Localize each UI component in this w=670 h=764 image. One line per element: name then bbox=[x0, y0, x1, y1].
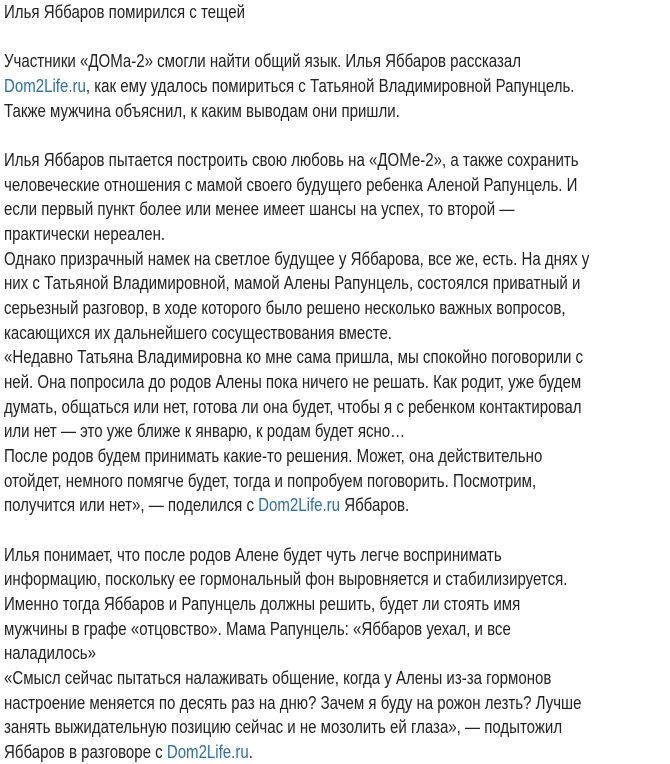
paragraph-line: или нет — это уже ближе к январю, к родам будет ясно… bbox=[4, 421, 406, 441]
paragraph-line: наладилось» bbox=[4, 643, 96, 663]
paragraph-text: , как ему удалось помириться с Татьяной Владимировной Рапунцель. bbox=[85, 76, 575, 96]
paragraph-line: мужчины в графе «отцовство». Мама Рапунцель: «Яббаров уехал, и все bbox=[4, 619, 511, 639]
dom2life-link[interactable]: Dom2Life.ru bbox=[4, 76, 86, 96]
paragraph-line: человеческие отношения с мамой своего будущего ребенка Аленой Рапунцель. И bbox=[4, 175, 578, 195]
paragraph-text: Яббаров. bbox=[340, 495, 410, 515]
paragraph-line: «Недавно Татьяна Владимировна ко мне сама пришла, мы спокойно поговорили с bbox=[4, 347, 584, 367]
paragraph-line: настроение меняется по десять раз на дню? Зачем я буду на рожон лезть? Лучше bbox=[4, 693, 582, 713]
paragraph-line: Именно тогда Яббаров и Рапунцель должны решить, будет ли стоять имя bbox=[4, 594, 521, 614]
paragraph-line: ней. Она попросила до родов Алены пока ничего не решать. Как родит, уже будем bbox=[4, 372, 582, 392]
paragraph-line: серьезный разговор, в ходе которого было решено несколько важных вопросов, bbox=[4, 298, 566, 318]
paragraph-line: думать, общаться или нет, готова ли она будет, чтобы я с ребенком контактировал bbox=[4, 397, 582, 417]
paragraph-line: практически нереален. bbox=[4, 224, 166, 244]
paragraph-line bbox=[4, 740, 253, 764]
paragraph-line: Участники «ДОМа-2» смогли найти общий язык. Илья Яббаров рассказал bbox=[4, 51, 521, 71]
paragraph-line: касающихся их дальнейшего сосуществования вместе. bbox=[4, 323, 392, 343]
dom2life-link[interactable]: Dom2Life.ru bbox=[258, 495, 341, 515]
article-title: Илья Яббаров помирился с тещей bbox=[4, 2, 245, 22]
paragraph-line: Илья Яббаров пытается построить свою любовь на «ДОМе-2», а также сохранить bbox=[4, 150, 579, 170]
paragraph-text: . bbox=[248, 742, 253, 762]
paragraph-line: После родов будем принимать какие-то решения. Может, она действительно bbox=[4, 446, 543, 466]
paragraph-line: информацию, поскольку ее гормональный фон выровняется и стабилизируется. bbox=[4, 569, 568, 589]
paragraph-line: «Смысл сейчас пытаться налаживать общение, когда у Алены из-за гормонов bbox=[4, 668, 552, 688]
dom2life-link[interactable]: Dom2Life.ru bbox=[166, 742, 249, 762]
paragraph-text: Яббаров в разговоре с bbox=[4, 742, 167, 762]
paragraph-line: отойдет, немного помягче будет, тогда и попробуем поговорить. Посмотрим, bbox=[4, 471, 537, 491]
paragraph-line bbox=[4, 74, 574, 98]
paragraph-line: занять выжидательную позицию сейчас и не мозолить ей глаза», — подытожил bbox=[4, 717, 563, 737]
paragraph-text: получится или нет», — поделился с bbox=[4, 495, 259, 515]
paragraph-line: если первый пункт более или менее имеет шансы на успех, то второй — bbox=[4, 199, 515, 219]
paragraph-line bbox=[4, 493, 409, 517]
paragraph-line: них с Татьяной Владимировной, мамой Алены Рапунцель, состоялся приватный и bbox=[4, 273, 581, 293]
paragraph-line: Также мужчина объяснил, к каким выводам они пришли. bbox=[4, 101, 400, 121]
paragraph-line: Илья понимает, что после родов Алене будет чуть легче воспринимать bbox=[4, 545, 502, 565]
paragraph-line: Однако призрачный намек на светлое будущее у Яббарова, все же, есть. На днях у bbox=[4, 249, 590, 269]
